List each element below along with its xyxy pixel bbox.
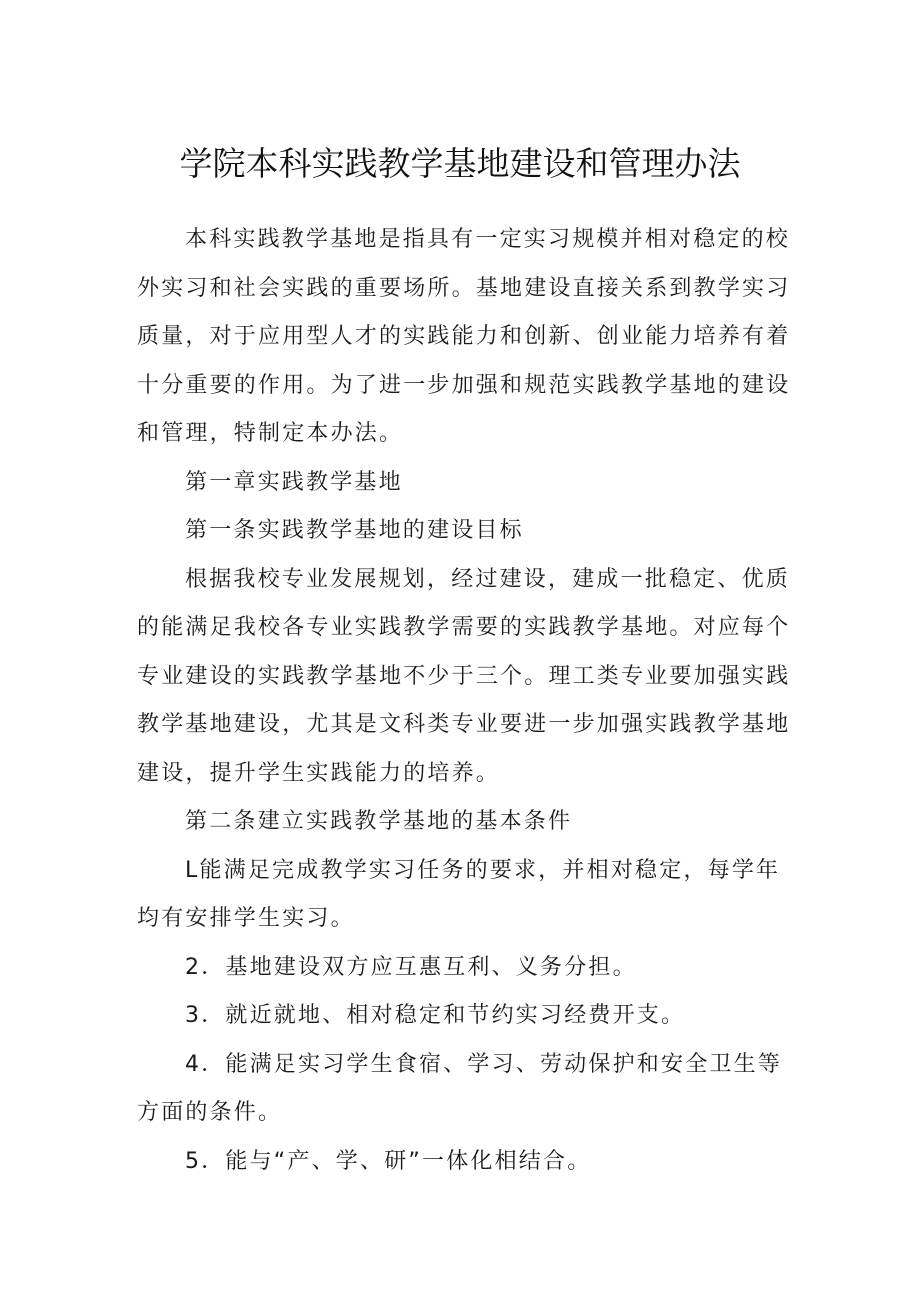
list-item: 2．基地建设双方应互惠互利、义务分担。 — [185, 954, 637, 980]
article-heading: 第二条建立实践教学基地的基本条件 — [185, 809, 573, 834]
list-item: 5．能与“产、学、研”一体化相结合。 — [185, 1148, 592, 1174]
list-item: L能满足完成教学实习任务的要求，并相对稳定，每学年均有安排学生实习。 — [137, 857, 781, 931]
document-body — [137, 216, 797, 1186]
document-title: 学院本科实践教学基地建设和管理办法 — [179, 144, 741, 183]
intro-paragraph: 本科实践教学基地是指具有一定实习规模并相对稳定的校外实习和社会实践的重要场所。基地建设直接关系到教学实习质量，对于应用型人才的实践能力和创新、创业能力培养有着十分重要的作用。为了进一步加强和规范实践教学基地的建设和管理，特制定本办法。 — [137, 227, 791, 446]
body-paragraph: 根据我校专业发展规划，经过建设，建成一批稳定、优质的能满足我校各专业实践教学需要的实践教学基地。对应每个专业建设的实践教学基地不少于三个。理工类专业要加强实践教学基地建设，尤其是文科类专业要进一步加强实践教学基地建设，提升学生实践能力的培养。 — [137, 566, 791, 786]
chapter-heading: 第一章实践教学基地 — [185, 469, 403, 495]
list-item: 4．能满足实习学生食宿、学习、劳动保护和安全卫生等方面的条件。 — [137, 1051, 782, 1125]
list-item: 3．就近就地、相对稳定和节约实习经费开支。 — [185, 1003, 686, 1028]
article-heading: 第一条实践教学基地的建设目标 — [185, 518, 524, 543]
